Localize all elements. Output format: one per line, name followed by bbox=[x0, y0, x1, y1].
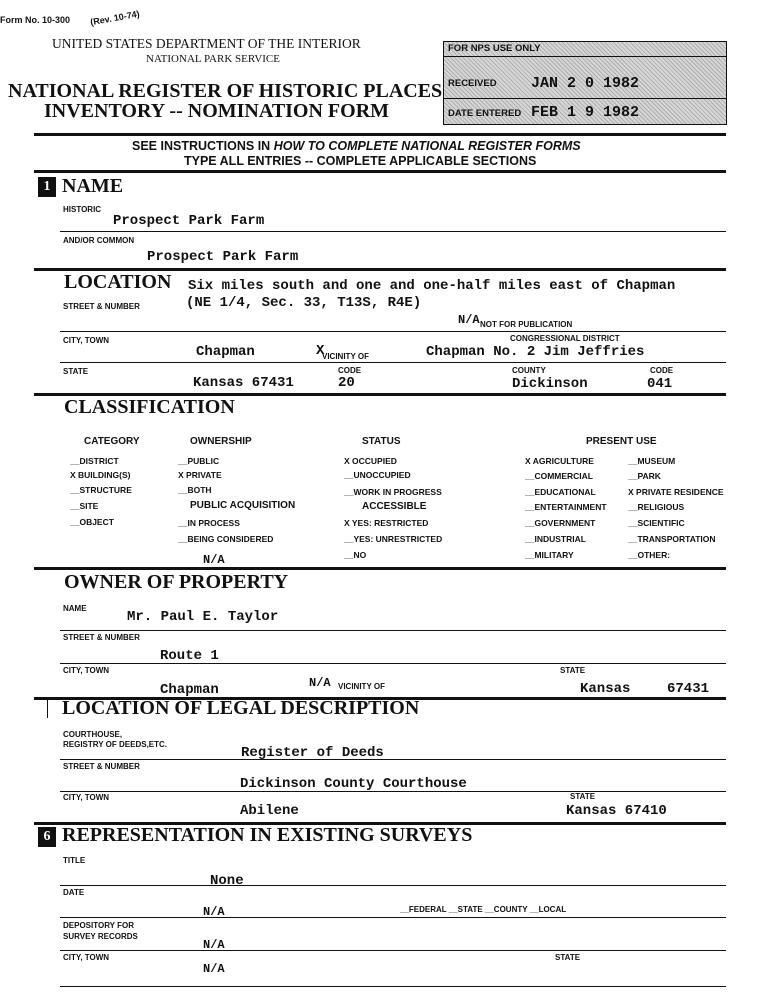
county-code-value: 041 bbox=[647, 376, 673, 392]
survey-date-value: N/A bbox=[203, 905, 225, 919]
owner-vicinity-value: N/A bbox=[309, 676, 331, 690]
owner-state-label: STATE bbox=[560, 666, 586, 675]
category-object: __OBJECT bbox=[70, 517, 114, 527]
use-other: __OTHER: bbox=[628, 550, 671, 560]
ownership-both: __BOTH bbox=[178, 485, 212, 495]
rule bbox=[60, 917, 726, 918]
form-subtitle: INVENTORY -- NOMINATION FORM bbox=[44, 100, 390, 122]
owner-street-value: Route 1 bbox=[160, 648, 219, 664]
category-structure: __STRUCTURE bbox=[70, 485, 132, 495]
received-label: RECEIVED bbox=[448, 78, 497, 89]
depository-label: DEPOSITORY FOR bbox=[63, 921, 134, 930]
congressional-district-value: Chapman No. 2 Jim Jeffries bbox=[426, 344, 645, 360]
accessible-heading: ACCESSIBLE bbox=[362, 501, 427, 512]
street-number-label: STREET & NUMBER bbox=[63, 302, 140, 311]
historic-name-value: Prospect Park Farm bbox=[113, 213, 265, 229]
owner-state-value: Kansas bbox=[580, 681, 631, 697]
depository-label: SURVEY RECORDS bbox=[63, 932, 138, 941]
accessible-restricted: X YES: RESTRICTED bbox=[344, 518, 429, 528]
depository-value: N/A bbox=[203, 938, 225, 952]
use-commercial: __COMMERCIAL bbox=[525, 471, 594, 481]
congressional-district-label: CONGRESSIONAL DISTRICT bbox=[510, 334, 620, 343]
rule bbox=[60, 791, 726, 792]
owner-zip-value: 67431 bbox=[667, 681, 710, 697]
use-transportation: __TRANSPORTATION bbox=[628, 534, 716, 544]
location-description: Six miles south and one and one-half miles east of Chapman bbox=[188, 278, 676, 294]
survey-date-label: DATE bbox=[63, 888, 85, 897]
nps-row-divider bbox=[444, 98, 726, 99]
street-number-value: (NE 1/4, Sec. 33, T13S, R4E) bbox=[186, 295, 422, 311]
historic-label: HISTORIC bbox=[63, 205, 102, 214]
nps-use-box bbox=[443, 41, 727, 125]
instructions-line bbox=[132, 139, 581, 153]
status-unoccupied: __UNOCCUPIED bbox=[344, 470, 411, 480]
rule bbox=[60, 362, 726, 363]
received-stamp: JAN 2 0 1982 bbox=[531, 75, 640, 92]
city-town-value: Chapman bbox=[196, 344, 255, 360]
use-entertainment: __ENTERTAINMENT bbox=[525, 502, 607, 512]
use-industrial: __INDUSTRIAL bbox=[525, 534, 586, 544]
owner-city-label: CITY, TOWN bbox=[63, 666, 110, 675]
acquisition-being-considered: __BEING CONSIDERED bbox=[178, 534, 274, 544]
not-for-publication-value: N/A bbox=[458, 313, 480, 327]
present-use-heading: PRESENT USE bbox=[586, 436, 657, 447]
legal-street-value: Dickinson County Courthouse bbox=[240, 776, 467, 792]
owner-street-label: STREET & NUMBER bbox=[63, 633, 140, 642]
rule bbox=[60, 950, 726, 951]
survey-title-value: None bbox=[210, 873, 244, 889]
ownership-public: __PUBLIC bbox=[178, 456, 220, 466]
owner-vicinity-label: VICINITY OF bbox=[338, 682, 385, 691]
owner-city-value: Chapman bbox=[160, 682, 219, 698]
survey-level: __FEDERAL __STATE __COUNTY __LOCAL bbox=[400, 905, 567, 914]
owner-name-value: Mr. Paul E. Taylor bbox=[127, 609, 279, 625]
form-number: Form No. 10-300 bbox=[0, 15, 71, 25]
county-value: Dickinson bbox=[512, 376, 588, 392]
use-government: __GOVERNMENT bbox=[525, 518, 596, 528]
section-title-location: LOCATION bbox=[64, 271, 172, 293]
rule bbox=[60, 630, 726, 631]
not-for-publication-label: NOT FOR PUBLICATION bbox=[480, 320, 573, 329]
section-title-classification: CLASSIFICATION bbox=[64, 396, 235, 418]
nps-use-label: FOR NPS USE ONLY bbox=[448, 43, 541, 54]
public-acquisition-heading: PUBLIC ACQUISITION bbox=[190, 500, 296, 511]
ownership-heading: OWNERSHIP bbox=[190, 436, 252, 447]
survey-city-value: N/A bbox=[203, 962, 225, 976]
accessible-no: __NO bbox=[344, 550, 367, 560]
status-work-in-progress: __WORK IN PROGRESS bbox=[344, 487, 442, 497]
section-title-name: NAME bbox=[62, 175, 124, 197]
accessible-unrestricted: __YES: UNRESTRICTED bbox=[344, 534, 443, 544]
acquisition-value: N/A bbox=[203, 553, 225, 567]
legal-state-label: STATE bbox=[570, 792, 596, 801]
city-town-label: CITY, TOWN bbox=[63, 336, 110, 345]
margin-mark bbox=[47, 700, 48, 718]
registry-label: REGISTRY OF DEEDS,ETC. bbox=[63, 740, 168, 749]
status-heading: STATUS bbox=[362, 436, 401, 447]
date-entered-label: DATE ENTERED bbox=[448, 108, 522, 119]
section-title-owner: OWNER OF PROPERTY bbox=[64, 571, 289, 593]
service-name: NATIONAL PARK SERVICE bbox=[146, 53, 280, 65]
state-code-label: CODE bbox=[338, 366, 362, 375]
survey-city-label: CITY, TOWN bbox=[63, 953, 110, 962]
legal-state-value: Kansas 67410 bbox=[566, 803, 667, 819]
form-title: NATIONAL REGISTER OF HISTORIC PLACES bbox=[8, 80, 443, 102]
ownership-private: X PRIVATE bbox=[178, 470, 222, 480]
survey-title-label: TITLE bbox=[63, 856, 86, 865]
acquisition-in-process: __IN PROCESS bbox=[178, 518, 240, 528]
use-museum: __MUSEUM bbox=[628, 456, 676, 466]
category-district: __DISTRICT bbox=[70, 456, 119, 466]
state-value: Kansas 67431 bbox=[193, 375, 294, 391]
date-entered-stamp: FEB 1 9 1982 bbox=[531, 104, 640, 121]
legal-city-label: CITY, TOWN bbox=[63, 793, 110, 802]
county-label: COUNTY bbox=[512, 366, 546, 375]
nps-row-divider bbox=[444, 56, 726, 57]
county-code-label: CODE bbox=[650, 366, 674, 375]
department-name: UNITED STATES DEPARTMENT OF THE INTERIOR bbox=[52, 36, 361, 51]
instructions-title: HOW TO COMPLETE NATIONAL REGISTER FORMS bbox=[273, 139, 581, 153]
category-buildings: X BUILDING(S) bbox=[70, 470, 131, 480]
owner-name-label: NAME bbox=[63, 604, 87, 613]
section-title-legal: LOCATION OF LEGAL DESCRIPTION bbox=[62, 697, 420, 719]
courthouse-label: COURTHOUSE, bbox=[63, 730, 123, 739]
section-number: 6 bbox=[38, 827, 56, 847]
legal-city-value: Abilene bbox=[240, 803, 299, 819]
legal-street-label: STREET & NUMBER bbox=[63, 762, 140, 771]
state-label: STATE bbox=[63, 367, 89, 376]
survey-state-label: STATE bbox=[555, 953, 581, 962]
vicinity-label: VICINITY OF bbox=[322, 352, 369, 361]
use-military: __MILITARY bbox=[525, 550, 574, 560]
registry-value: Register of Deeds bbox=[241, 745, 384, 761]
rule bbox=[34, 170, 726, 173]
rule bbox=[60, 331, 726, 332]
section-number: 1 bbox=[38, 177, 56, 197]
use-religious: __RELIGIOUS bbox=[628, 502, 685, 512]
common-name-label: AND/OR COMMON bbox=[63, 236, 135, 245]
use-private-residence: X PRIVATE RESIDENCE bbox=[628, 487, 724, 497]
category-heading: CATEGORY bbox=[84, 436, 140, 447]
rule bbox=[60, 231, 726, 232]
rule bbox=[34, 133, 726, 136]
rule bbox=[60, 885, 726, 886]
rule bbox=[34, 567, 726, 570]
section-title-surveys: REPRESENTATION IN EXISTING SURVEYS bbox=[62, 824, 473, 846]
form-revision: (Rev. 10-74) bbox=[89, 8, 141, 28]
state-code-value: 20 bbox=[338, 375, 355, 391]
rule bbox=[60, 759, 726, 760]
vicinity-mark: X bbox=[316, 343, 325, 359]
use-agriculture: X AGRICULTURE bbox=[525, 456, 594, 466]
rule bbox=[60, 663, 726, 664]
use-park: __PARK bbox=[628, 471, 661, 481]
category-site: __SITE bbox=[70, 501, 99, 511]
instructions-text: SEE INSTRUCTIONS IN bbox=[132, 139, 274, 153]
common-name-value: Prospect Park Farm bbox=[147, 249, 299, 265]
rule bbox=[60, 986, 726, 987]
type-all-entries: TYPE ALL ENTRIES -- COMPLETE APPLICABLE SECTIONS bbox=[184, 154, 537, 168]
use-educational: __EDUCATIONAL bbox=[525, 487, 596, 497]
use-scientific: __SCIENTIFIC bbox=[628, 518, 685, 528]
status-occupied: X OCCUPIED bbox=[344, 456, 397, 466]
